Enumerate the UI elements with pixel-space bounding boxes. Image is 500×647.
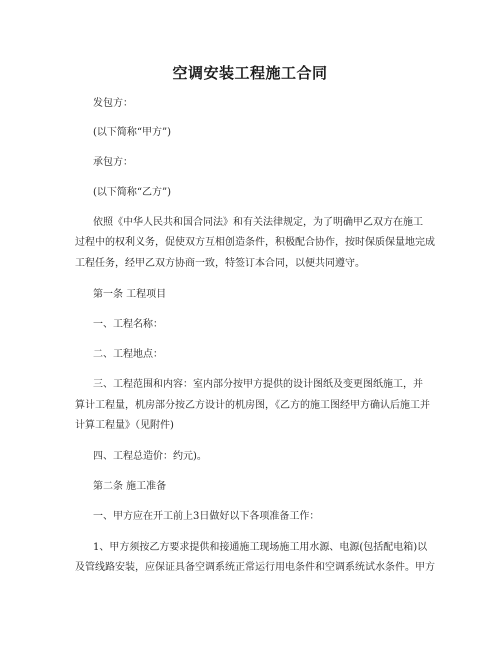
- party-b-short-name: (以下简称“乙方”): [93, 187, 172, 198]
- item-project-name: 一、工程名称：: [93, 319, 163, 330]
- document-title: 空调安装工程施工合同: [172, 64, 328, 82]
- prep-item-1-line-1: 1、甲方须按乙方要求提供和接通施工现场施工用水源、电源(包括配电箱)以: [93, 542, 428, 553]
- article-1-heading: 第一条 工程项目: [93, 289, 167, 300]
- preamble-line-1: 依照《中华人民共和国合同法》和有关法律规定，为了明确甲乙双方在施工: [93, 217, 423, 228]
- party-a-short-name: (以下简称“甲方”): [93, 127, 172, 138]
- article-2-heading: 第二条 施工准备: [93, 481, 167, 492]
- scope-line-2: 算计工程量，机房部分按乙方设计的机房图，《乙方的施工图经甲方确认后施工并: [75, 400, 430, 411]
- party-b-label: 承包方：: [93, 157, 133, 168]
- scope-line-3: 计算工程量》（见附件): [75, 420, 174, 431]
- preamble-line-2: 过程中的权利义务，促使双方互相创造条件，积极配合协作，按时保质保量地完成: [75, 237, 435, 248]
- preamble-line-3: 工程任务，经甲乙双方协商一致，特签订本合同，以便共同遵守。: [75, 258, 365, 269]
- scope-line-1: 三、工程范围和内容：室内部分按甲方提供的设计图纸及变更图纸施工，并: [93, 379, 423, 390]
- prep-item-1-line-2: 及管线路安装，应保证具备空调系统正常运行用电条件和空调系统试水条件。甲方: [75, 562, 435, 573]
- prep-intro: 一、甲方应在开工前上3日做好以下各项准备工作：: [93, 511, 320, 522]
- party-a-label: 发包方：: [93, 98, 133, 109]
- item-project-location: 二、工程地点：: [93, 349, 163, 360]
- item-total-price: 四、工程总造价：约元)。: [93, 451, 207, 462]
